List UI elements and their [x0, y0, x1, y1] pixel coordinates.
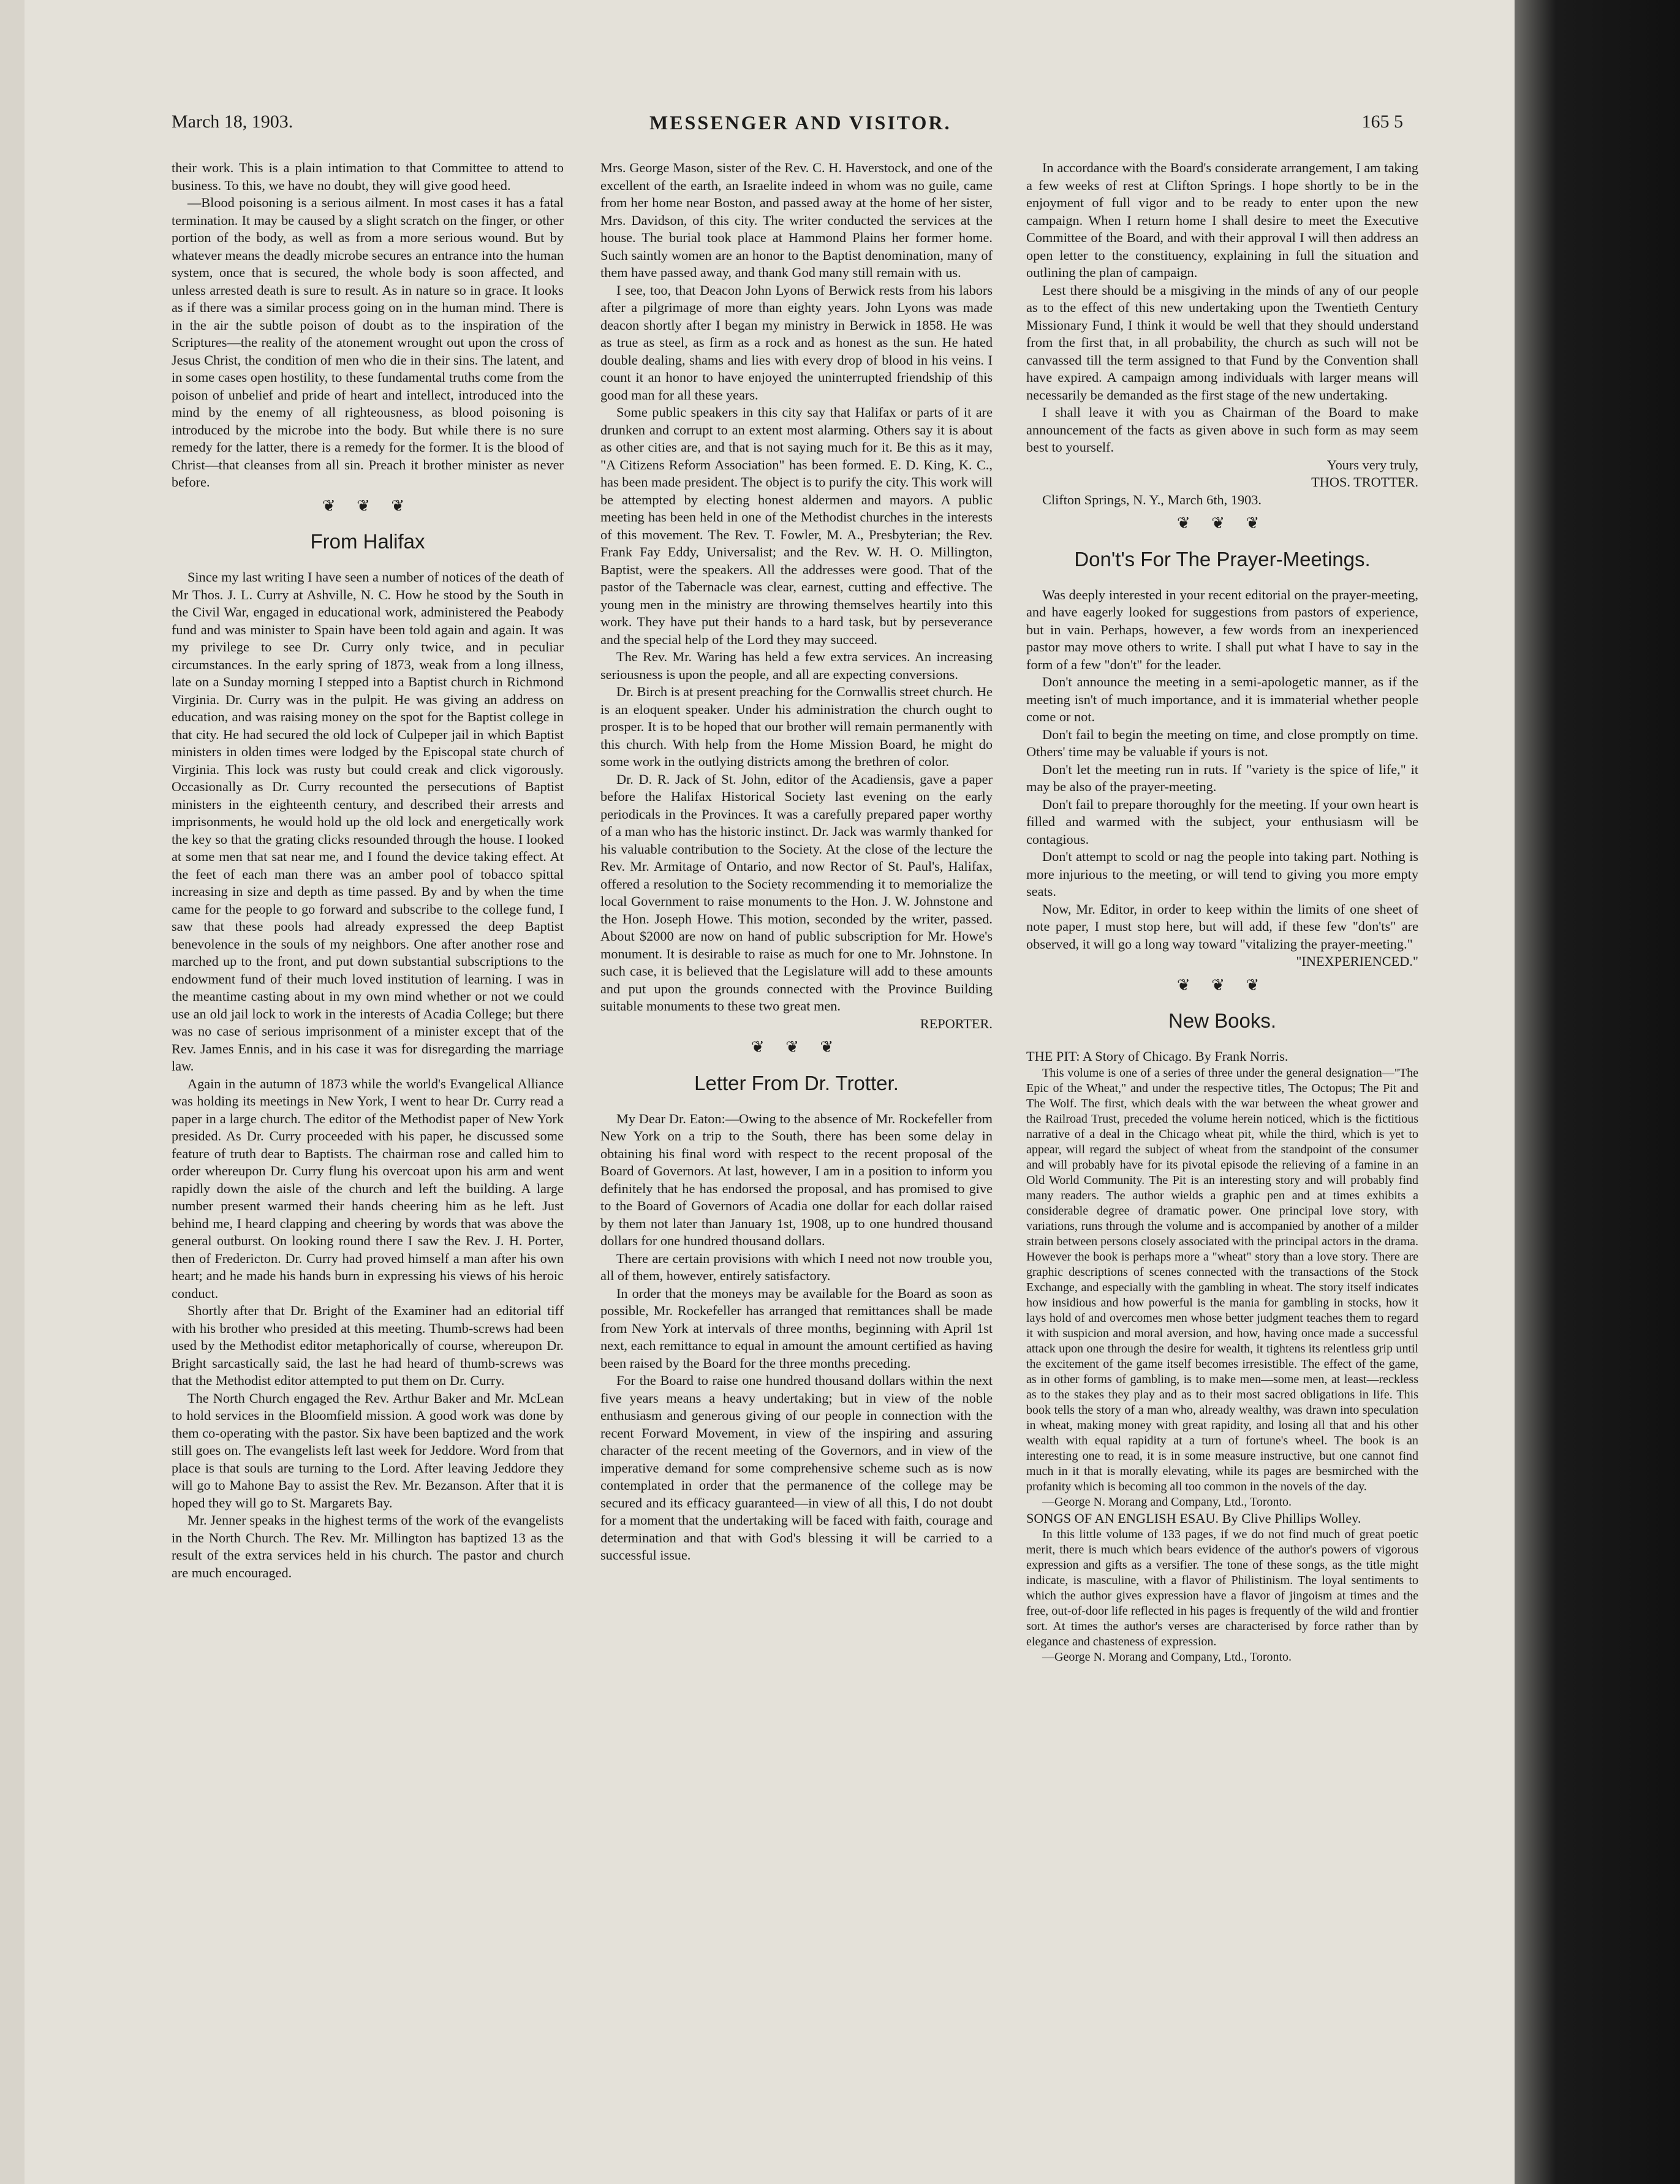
paragraph: For the Board to raise one hundred thousand dollars within the next five years means a heavy undertaking; but in view of the noble enthusiasm and generous giving of our people in connection with the recent Forward Movement, in view of the inspiring and assuring character of the recent meeting of the Governors, and in view of the imperative demand for some comprehensive scheme such as is now contemplated in order that the permanence of the college may be secured and its efficacy guaranteed—in view of all this, I do not doubt for a moment that the undertaking will be faced with faith, courage and determination and that with God's blessing it will be carried to a successful issue. — [600, 1373, 993, 1563]
signature: "INEXPERIENCED." — [1296, 954, 1418, 969]
ornament-divider: ❦ ❦ ❦ — [1176, 514, 1268, 532]
newspaper-page — [25, 0, 1515, 2184]
book-review: In this little volume of 133 pages, if we do not find much of great poetic merit, there is much which bears evidence of the author's powers of vigorous expression and gifts as a versifier. The tone of these songs, as the title might indicate, is masculine, with a flavor of Philistinism. The loyal sentiments to which the author gives expression have a flavor of jingoism at times and the free, out-of-door life reflected in his pages is frequently of the wild and frontier sort. At times the author's verses are characterised by force rather than by elegance and chasteness of expression. — [1026, 1528, 1418, 1648]
paragraph: I see, too, that Deacon John Lyons of Berwick rests from his labors after a pilgrimage of more than eighty years. John Lyons was made deacon shortly after I began my ministry in Berwick in 1858. He was as true as steel, as firm as a rock and as honest as the sun. He hated double dealing, shams and lies with every drop of blood in his veins. I count it an honor to have enjoyed the uninterrupted friendship of this good man for all these years. — [600, 282, 993, 403]
page-number: 165 5 — [1361, 112, 1403, 132]
paragraph: Don't fail to begin the meeting on time, and close promptly on time. Others' time may be valuable if yours is not. — [1026, 726, 1418, 759]
paragraph: Some public speakers in this city say that Halifax or parts of it are drunken and corrupt to an extent most alarming. Others say it is about as other cities are, and that is not saying much for it. Be this as it may, "A Citizens Reform Association" has been formed. E. D. King, K. C., has been made president. The object is to purify the city. This work will be attempted by electing honest aldermen and mayors. A public meeting has been held in one of the Methodist churches in the interests of this movement. The Rev. T. Fowler, M. A., Presbyterian; the Rev. Frank Fay Eddy, Universalist; and the Rev. W. H. O. Millington, Baptist, were the speakers. All the addresses were good. That of the pastor of the Tabernacle was clear, earnest, cutting and effective. The young men in the ministry are throwing themselves heartily into this work. They have put their hands to a hard task, but by perseverance and the special help of the Lord they may succeed. — [600, 404, 993, 647]
masthead-title: MESSENGER AND VISITOR. — [649, 112, 952, 134]
letter-signature: THOS. TROTTER. — [1311, 474, 1418, 490]
ornament-divider: ❦ ❦ ❦ — [751, 1038, 842, 1056]
paragraph: There are certain provisions with which I need not now trouble you, all of them, however, entirely satisfactory. — [600, 1250, 993, 1283]
paragraph: I shall leave it with you as Chairman of the Board to make announcement of the facts as given above in such form as may seem best to yourself. — [1026, 404, 1418, 455]
paragraph: Since my last writing I have seen a number of notices of the death of Mr Thos. J. L. Curry at Ashville, N. C. How he stood by the South in the Civil War, engaged in educational work, administered the Peabody fund and was minister to Spain have been told again and again. It was my privilege to see Dr. Curry only twice, and in peculiar circumstances. In the early spring of 1873, weak from a long illness, late on a Sunday morning I stepped into a Baptist church in Richmond Virginia. Dr. Curry was in the pulpit. He was giving an address on education, and was raising money on the spot for the Baptist college in that city. He had secured the old lock of Culpeper jail in which Baptist ministers in olden times were lodged by the Episcopal state church of Virginia. This lock was rusty but could creak and click vigorously. Occasionally as Dr. Curry recounted the persecutions of Baptist ministers in the eighteenth century, and described their arrests and imprisonments, he would hold up the old lock and energetically work the key so that the grating clicks resounded through the house. I looked at some men that sat near me, and I found the device taking effect. At the feet of each man there was an amber pool of tobacco spittal increasing in size and depth as time passed. By and by when the time came for the people to go forward and subscribe to the college fund, I saw that these pools had already expressed the deep Baptist benevolence in the souls of my neighbors. One after another rose and marched up to the front, and put down substantial subscriptions to the endowment fund of their much loved institution of learning. I was in the meantime casting about in my own mind whether or not we could use an old jail lock to work in the interests of Acadia College; but there was no case of serious imprisonment of a minister except that of the Rev. James Ennis, and in his case it was for disregarding the marriage law. — [172, 569, 564, 1074]
article-heading-from-halifax: From Halifax — [310, 530, 425, 553]
paragraph: In order that the moneys may be available for the Board as soon as possible, Mr. Rockefeller has arranged that remittances shall be made from New York at intervals of three months, beginning with April 1st next, each remittance to equal in amount the amount certified as having been raised by the Board for the three months preceding. — [600, 1285, 993, 1371]
paragraph: My Dear Dr. Eaton:—Owing to the absence of Mr. Rockefeller from New York on a trip to the South, there has been some delay in obtaining his final word with respect to the recent proposal of the Board of Governors. At last, however, I am in a position to inform you definitely that he has endorsed the proposal, and has promised to give to the Board of Governors of Acadia one dollar for each dollar raised by them not later than January 1st, 1908, up to one hundred thousand dollars for one hundred thousand dollars. — [600, 1110, 993, 1248]
ornament-divider: ❦ ❦ ❦ — [1176, 976, 1268, 994]
paragraph: The Rev. Mr. Waring has held a few extra services. An increasing seriousness is upon the people, and all are expecting conversions. — [600, 649, 993, 682]
ornament-divider: ❦ ❦ ❦ — [322, 496, 414, 515]
article-heading-new-books: New Books. — [1168, 1009, 1277, 1032]
paragraph: The North Church engaged the Rev. Arthur Baker and Mr. McLean to hold services in the Bloomfield mission. A good work was done by them co-operating with the pastor. Six have been baptized and the work still goes on. The evangelists left last week for Jeddore. Word from that place is that souls are turning to the Lord. After leaving Jeddore they will go to Mahone Bay to assist the Rev. Mr. Bezanson. After that it is hoped they will go to St. Margarets Bay. — [172, 1390, 564, 1511]
issue-date: March 18, 1903. — [172, 112, 293, 132]
book-review: This volume is one of a series of three under the general designation—"The Epic of the Wheat," and under the respective titles, The Octopus; The Pit and The Wolf. The first, which deals with the war between the wheat grower and the Railroad Trust, preceded the volume herein noticed, which is the fictitious narrative of a deal in the Chicago wheat pit, while the third, which is yet to appear, will regard the subject of wheat from the standpoint of the consumer and will probably have for its pivotal episode the relieving of a famine in an Old World Community. The Pit is an interesting story and will probably find many readers. The author wields a graphic pen and at times exhibits a considerable degree of dramatic power. One principal love story, with variations, runs through the volume and is accompanied by another of a milder strain between persons closely associated with the principal actors in the drama. However the book is perhaps more a "wheat" story than a love story. There are graphic descriptions of scenes connected with the transactions of the Stock Exchange, and especially with the gambling in wheat. The story itself indicates how insidious and how powerful is the mania for gambling in stocks, how it lays hold of and overcomes men whose better judgment teaches them to regard it with suspicion and moral aversion, and how, having once made a successful attack upon one through the desire for wealth, it tightens its relentless grip until the excitement of the game itself becomes irresistible. The effect of the game, as in other forms of gambling, is to make men—some men, at least—reckless as to the stakes they play and as to their most sacred obligations in life. This book tells the story of a man who, already wealthy, was drawn into speculation in wheat, making money with great rapidity, and losing all that and his other wealth with equal rapidity at a turn of fortune's wheel. The book is an interesting one to read, it is in some measure instructive, but one cannot find much in it that is morally elevating, while its pages are besmirched with the profanity which is becoming all too common in the novels of the day. — [1026, 1066, 1418, 1493]
paragraph: In accordance with the Board's considerate arrangement, I am taking a few weeks of rest at Clifton Springs. I hope shortly to be in the enjoyment of full vigor and to be ready to enter upon the new campaign. When I return home I shall desire to meet the Executive Committee of the Board, and with their approval I will then address an open letter to the constituency, explaining in full the situation and outlining the plan of campaign. — [1026, 160, 1418, 280]
paragraph: Mrs. George Mason, sister of the Rev. C. H. Haverstock, and one of the excellent of the earth, an Israelite indeed in whom was no guile, came from her home near Boston, and passed away at the home of her sister, Mrs. Davidson, of this city. The writer conducted the services at the house. The burial took place at Hammond Plains her former home. Such saintly women are an honor to the Baptist denomination, many of them have passed away, and thank God many still remain with us. — [600, 160, 993, 280]
scan-edge-right — [1515, 0, 1680, 2184]
paragraph: Lest there should be a misgiving in the minds of any of our people as to the effect of this new undertaking upon the Twentieth Century Missionary Fund, I think it would be well that they should understand from the first that, in all probability, the church as such will not be canvassed till the term assigned to that Fund by the Convention shall have expired. A campaign among individuals with larger means will necessarily be demanded as the first stage of the new undertaking. — [1026, 282, 1418, 403]
book-title: THE PIT: A Story of Chicago. By Frank Norris. — [1026, 1048, 1288, 1064]
page-header — [172, 112, 1403, 142]
paragraph: Don't announce the meeting in a semi-apologetic manner, as if the meeting isn't of much importance, and it is immaterial whether people come or not. — [1026, 674, 1418, 724]
signature: REPORTER. — [920, 1015, 993, 1031]
publisher-credit: —George N. Morang and Company, Ltd., Toronto. — [1042, 1495, 1292, 1509]
column-2 — [600, 159, 993, 2157]
paragraph: —Blood poisoning is a serious ailment. In most cases it has a fatal termination. It may be caused by a slight scratch on the finger, or other portion of the body, as well as from a more serious wound. But by whatever means the deadly microbe secures an entrance into the human system, once that is secured, the whole body is soon affected, and unless arrested death is sure to result. As in nature so in grace. It looks as if there was a similar process going on in the human mind. There is in the air the subtle poison of doubt as to the inspiration of the Scriptures—the reality of the atonement wrought out upon the cross of Jesus Christ, the condition of men who die in their sins. The latent, and in some cases open hostility, to these fundamental truths come from the poison of unbelief and pride of heart and intellect, introduced into the mind by the enemy of all righteousness, as blood poisoning is introduced by the microbe into the body. But while there is no sure remedy for the latter, there is a remedy for the former. It is the blood of Christ—that cleanses from all sin. Preach it brother minister as never before. — [172, 195, 564, 490]
paragraph: their work. This is a plain intimation to that Committee to attend to business. To this, we have no doubt, they will give good heed. — [172, 160, 564, 193]
paragraph: Don't attempt to scold or nag the people into taking part. Nothing is more injurious to the meeting, or will tend to giving you more empty seats. — [1026, 849, 1418, 899]
paragraph: Dr. Birch is at present preaching for the Cornwallis street church. He is an eloquent speaker. Under his administration the church ought to prosper. It is to be hoped that our brother will remain permanently with this church. With help from the Home Mission Board, he might do some work in the outlying districts among the brethren of color. — [600, 684, 993, 769]
paragraph: Now, Mr. Editor, in order to keep within the limits of one sheet of note paper, I must stop here, but will add, if these few "don'ts" are observed, it will go a long way toward "vitalizing the prayer-meeting." — [1026, 901, 1418, 952]
paragraph: Don't fail to prepare thoroughly for the meeting. If your own heart is filled and warmed with the subject, your enthusiasm will be contagious. — [1026, 796, 1418, 847]
column-3 — [1026, 159, 1418, 2157]
book-title: SONGS OF AN ENGLISH ESAU. By Clive Phillips Wolley. — [1026, 1510, 1361, 1526]
paragraph: Dr. D. R. Jack of St. John, editor of the Acadiensis, gave a paper before the Halifax Historical Society last evening on the early periodicals in the Provinces. It was a carefully prepared paper worthy of a man who has the historic instinct. Dr. Jack was warmly thanked for his valuable contribution to the Society. At the close of the lecture the Rev. Mr. Armitage of Ontario, and now Rector of St. Paul's, Halifax, offered a resolution to the Society recommending it to memorialize the local Government to raise monuments to the Hon. J. W. Johnstone and the Hon. Joseph Howe. This motion, seconded by the writer, passed. About $2000 are now on hand of public subscription for Mr. Howe's monument. It is desirable to raise as much for one to Mr. Johnstone. In such case, it is believed that the Legislature will add to these amounts and put upon the grounds connected with the Province Building suitable monuments to these two great men. — [600, 771, 993, 1014]
paragraph: Mr. Jenner speaks in the highest terms of the work of the evangelists in the North Church. The Rev. Mr. Millington has baptized 13 as the result of the extra services held in his church. The pastor and church are much encouraged. — [172, 1512, 564, 1580]
article-heading-donts-prayer-meetings: Don't's For The Prayer-Meetings. — [1074, 547, 1371, 571]
paragraph: Was deeply interested in your recent editorial on the prayer-meeting, and have eagerly looked for suggestions from pastors of experience, but in vain. Perhaps, however, a few words from an inexperienced pastor may move others to write. I shall put what I have to say in the form of a few "don't" for the leader. — [1026, 586, 1418, 672]
publisher-credit: —George N. Morang and Company, Ltd., Toronto. — [1042, 1650, 1292, 1664]
column-1 — [172, 159, 564, 2157]
letter-closing: Yours very truly, — [1326, 457, 1418, 472]
paragraph: Don't let the meeting run in ruts. If "variety is the spice of life," it may be also of the prayer-meeting. — [1026, 761, 1418, 794]
article-heading-letter-from-dr-trotter: Letter From Dr. Trotter. — [694, 1071, 899, 1094]
paragraph: Shortly after that Dr. Bright of the Examiner had an editorial tiff with his brother who presided at this meeting. Thumb-screws had been used by the Methodist editor metaphorically of course, whereupon Dr. Bright sarcastically said, the last he had heard of thumb-screws was that the Methodist editor attempted to put them on Dr. Curry. — [172, 1303, 564, 1388]
scan-edge-left — [0, 0, 25, 2184]
letter-place-date: Clifton Springs, N. Y., March 6th, 1903. — [1042, 491, 1262, 507]
paragraph: Again in the autumn of 1873 while the world's Evangelical Alliance was holding its meetings in New York, I went to hear Dr. Curry read a paper in a large church. The editor of the Methodist paper of New York presided. As Dr. Curry proceeded with his paper, he discussed some feature of truth dear to Baptists. The chairman rose and called him to order whereupon Dr. Curry flung his overcoat upon his arm and went rapidly down the aisle of the church and left the building. A large number present warmed their hands cheering him as he left. Just behind me, I heard clapping and cheering by words that was above the general outburst. On looking round there I saw the Rev. J. H. Porter, then of Fredericton. Dr. Curry had proved himself a man after his own heart; and he made his hands burn in expressing his views of his heroic conduct. — [172, 1075, 564, 1301]
